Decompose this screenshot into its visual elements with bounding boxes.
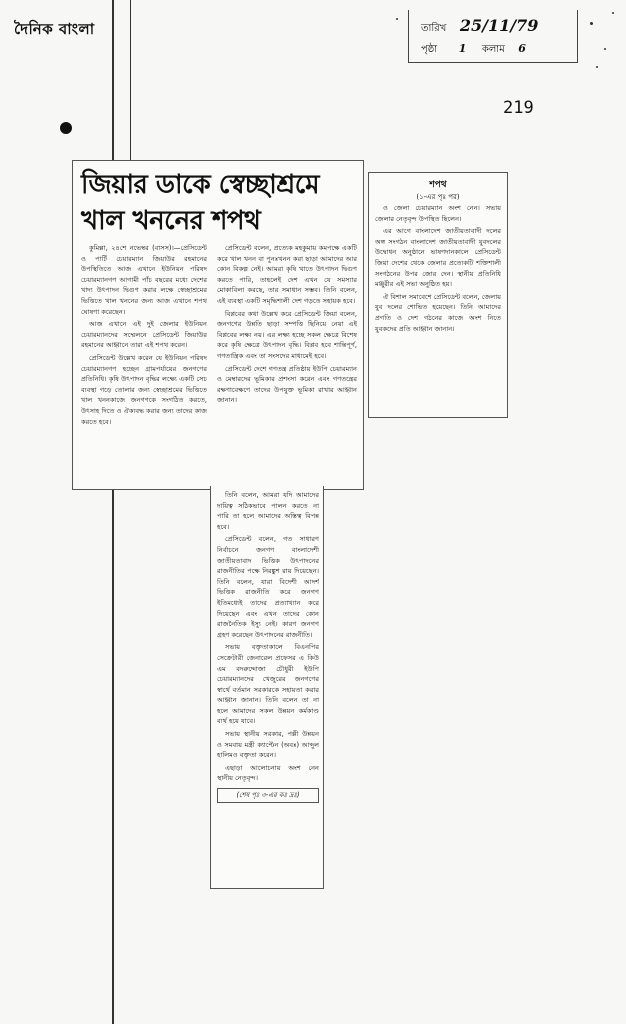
article-column-3 [217, 490, 319, 882]
column-value: 6 [518, 42, 526, 55]
scan-speck [590, 22, 593, 25]
article-paragraph: তিনি বলেন, আমরা যদি আমাদের দায়িত্ব সঠিকভাবে পালন করতে না পারি তা হলে আমাদের অস্তিত্ব বিপন্ন হবে। [217, 491, 319, 531]
sidebar-column [375, 203, 501, 411]
sidebar-paragraph: ঐ বিশাল সমাবেশে প্রেসিডেন্ট বলেন, জেলায় যুব দলের শোভিত হয়েছেন। তিনি আমাদের প্রগতি ও দেশ গঠনের কাজে অংশ নিতে যুবকদের প্রতি আহ্বান জানান। [375, 292, 501, 333]
article-column-1 [81, 243, 207, 483]
article-paragraph: প্রেসিডেন্ট দেশে গণতন্ত্র প্রতিষ্ঠায় ইউপি চেয়ারম্যান ও মেম্বারদের ভূমিকার প্রশংসা করেন এবং গণতন্ত্রের রক্ষণাবেক্ষণে তাদের উপযুক্ত ভূমিকা রাখার আহ্বান জানান। [217, 364, 357, 405]
scan-speck [612, 12, 614, 14]
punch-hole [60, 122, 72, 134]
headline-line-2: খাল খননের শপথ [81, 206, 261, 236]
main-article-clipping [72, 160, 364, 490]
date-value: 25/11/79 [459, 16, 539, 35]
page-column-row [421, 42, 526, 59]
article-paragraph: সভায় বক্তৃতাকালে বিএনপির সেক্রেটারী জেনারেল প্রফেসর এ কিউ এম বদরুদ্দোজা চৌধুরী ইউপি চেয়ারম্যানদের খেজুরের জনগণের স্বার্থে বর্তমান সরকারকে সহায়তা করার আহ্বান জানান। তিনি বলেন তা না হলে আমাদের সকল উন্নয়ন কর্মকাণ্ড ব্যর্থ হয়ে যাবে। [217, 643, 319, 726]
margin-line-inner [130, 0, 131, 160]
continuation-note: (শেষ পৃঃ ৩-এর কঃ দ্রঃ) [217, 788, 319, 803]
scan-speck [596, 66, 598, 68]
article-headline [81, 167, 361, 239]
newspaper-name: দৈনিক বাংলা [14, 20, 95, 38]
article-paragraph: প্রেসিডেন্ট বলেন, গত সাধারণ নির্বাচনে জনগণ বাংলাদেশী জাতীয়তাবাদ ভিত্তিক উৎপাদনের রাজনীতির পক্ষে নিরঙ্কুশ রায় দিয়েছেন। তিনি বলেন, যারা বিদেশী আদর্শ ভিত্তিক রাজনীতি করে জনগণ ইতিমধ্যেই তাদের প্রত্যাখ্যান করে দিয়েছেন এবং এখন তাদের কোন রাজনৈতিক ইস্যু নেই। কারণ জনগণ গ্রহণ করেছেন উৎপাদনের রাজনীতি। [217, 535, 319, 639]
scan-speck [604, 48, 606, 50]
article-paragraph: আজ এখানে এই দুই জেলার ইউনিয়ন চেয়ারম্যানদের সম্মেলনে প্রেসিডেন্ট জিয়াউর রহমানের আহ্বানে তারা এই শপথ করেন। [81, 320, 207, 350]
sidebar-subtitle: (১-এর পৃঃ পর) [416, 193, 460, 201]
sidebar-paragraph: এর আগে বাংলাদেশ জাতীয়তাবাদী দলের অঙ্গ সংগঠন বাংলাদেশ জাতীয়তাবাদী যুবদলের উদ্বোধন অনুষ্ঠানে ভাষণদানকালে প্রেসিডেন্ট জিয়া দেশের থেকে জেলার প্রত্যেকটি শক্তিশালী সংগঠনের উপর জোর দেন। স্থানীয় প্রতিনিধি মঞ্জুরীর এই সভা অনুষ্ঠিত হয়। [375, 227, 501, 289]
archive-page-number: 219 [503, 98, 534, 118]
article-paragraph: প্রেসিডেন্ট উল্লেখ করেন যে ইউনিয়ন পরিষদ চেয়ারম্যানগণ হচ্ছেন গ্রামপর্যায়ের জনগণের প্রতিনিধি। কৃষি উৎপাদন বৃদ্ধির লক্ষ্যে একটি সেচ ব্যবস্থা গড়ে তোলার জন্য স্বেচ্ছাশ্রমের ভিত্তিতে খাল খননকাজে জনগণকে সংগঠিত করতে, উৎসাহ দিতে ও ঐক্যবদ্ধ করার জন্য তাদের কাজ করতে হবে। [81, 353, 207, 426]
article-paragraph: প্রেসিডেন্ট বলেন, প্রত্যেক মহকুমায় কমপক্ষে একটি করে খাল খনন বা পুনঃখনন করা ছাড়া আমাদের আর কোন বিকল্প নেই। আমরা কৃষি খাতে উৎপাদন দ্বিগুণ করতে পারি, তাহলেই দেশ এখন যে সমস্যার মোকাবিলা করছে, তার সমাধান সম্ভব। তিনি বলেন, এই ব্যবস্থা একটি সমৃদ্ধিশালী দেশ গড়তে সহায়ক হবে। [217, 244, 357, 305]
sidebar-paragraph: ও জেলা চেয়ারম্যান অংশ নেন। সভায় জেলার নেতৃবৃন্দ উপস্থিত ছিলেন। [375, 204, 501, 223]
article-column-2 [217, 243, 357, 483]
archive-stamp [408, 10, 578, 63]
page-label: পৃষ্ঠা [421, 44, 438, 55]
article-paragraph: এছাড়া আলোচনায় অংশ নেন স্থানীয় নেতৃবৃন্দ। [217, 763, 319, 783]
page-value: 1 [458, 42, 467, 55]
headline-line-1: জিয়ার ডাকে স্বেচ্ছাশ্রমে [81, 170, 320, 200]
article-paragraph: সভায় স্থানীয় সরকার, পল্লী উন্নয়ন ও সমবায় মন্ত্রী ক্যাপ্টেন (অবঃ) আব্দুল হালিমও বক্তৃতা করেন। [217, 730, 319, 760]
margin-line-left [112, 0, 114, 1024]
date-label: তারিখ [421, 23, 447, 34]
scan-speck [396, 18, 398, 20]
main-article-continuation [210, 486, 324, 889]
column-label: কলাম [481, 44, 505, 55]
article-paragraph: বিপ্লবের কথা উল্লেখ করে প্রেসিডেন্ট জিয়া বলেন, জনগণের উন্নতি ছাড়া সম্পত্তি ছিনিয়ে নেয়া এই বিপ্লবের লক্ষ্য নয়। এর লক্ষ্য হচ্ছে সকল ক্ষেত্রে বিশেষ করে কৃষি ক্ষেত্রে উৎপাদন বৃদ্ধি। বিপ্লব হবে শান্তিপূর্ণ, গণতান্ত্রিক এবং তা সংসদের মাধ্যমেই হবে। [217, 309, 357, 360]
sidebar-title: শপথ [429, 180, 447, 190]
article-paragraph: কুমিল্লা, ২৪শে নভেম্বর (বাসস)।—প্রেসিডেন্ট ও পার্টি চেয়ারম্যান জিয়াউর রহমানের উপস্থিতিতে আজ এখানে ইউনিয়ন পরিষদ চেয়ারম্যানগণ আগামী পাঁচ বছরের মধ্যে দেশের খাদ্য উৎপাদন দ্বিগুণ করার লক্ষে স্বেচ্ছাশ্রমের ভিত্তিতে খাল খননের জন্য আজ এখানে শপথ ঘোষণা করেছেন। [81, 244, 207, 316]
date-row [421, 16, 538, 38]
sidebar-article-clipping [368, 172, 508, 418]
